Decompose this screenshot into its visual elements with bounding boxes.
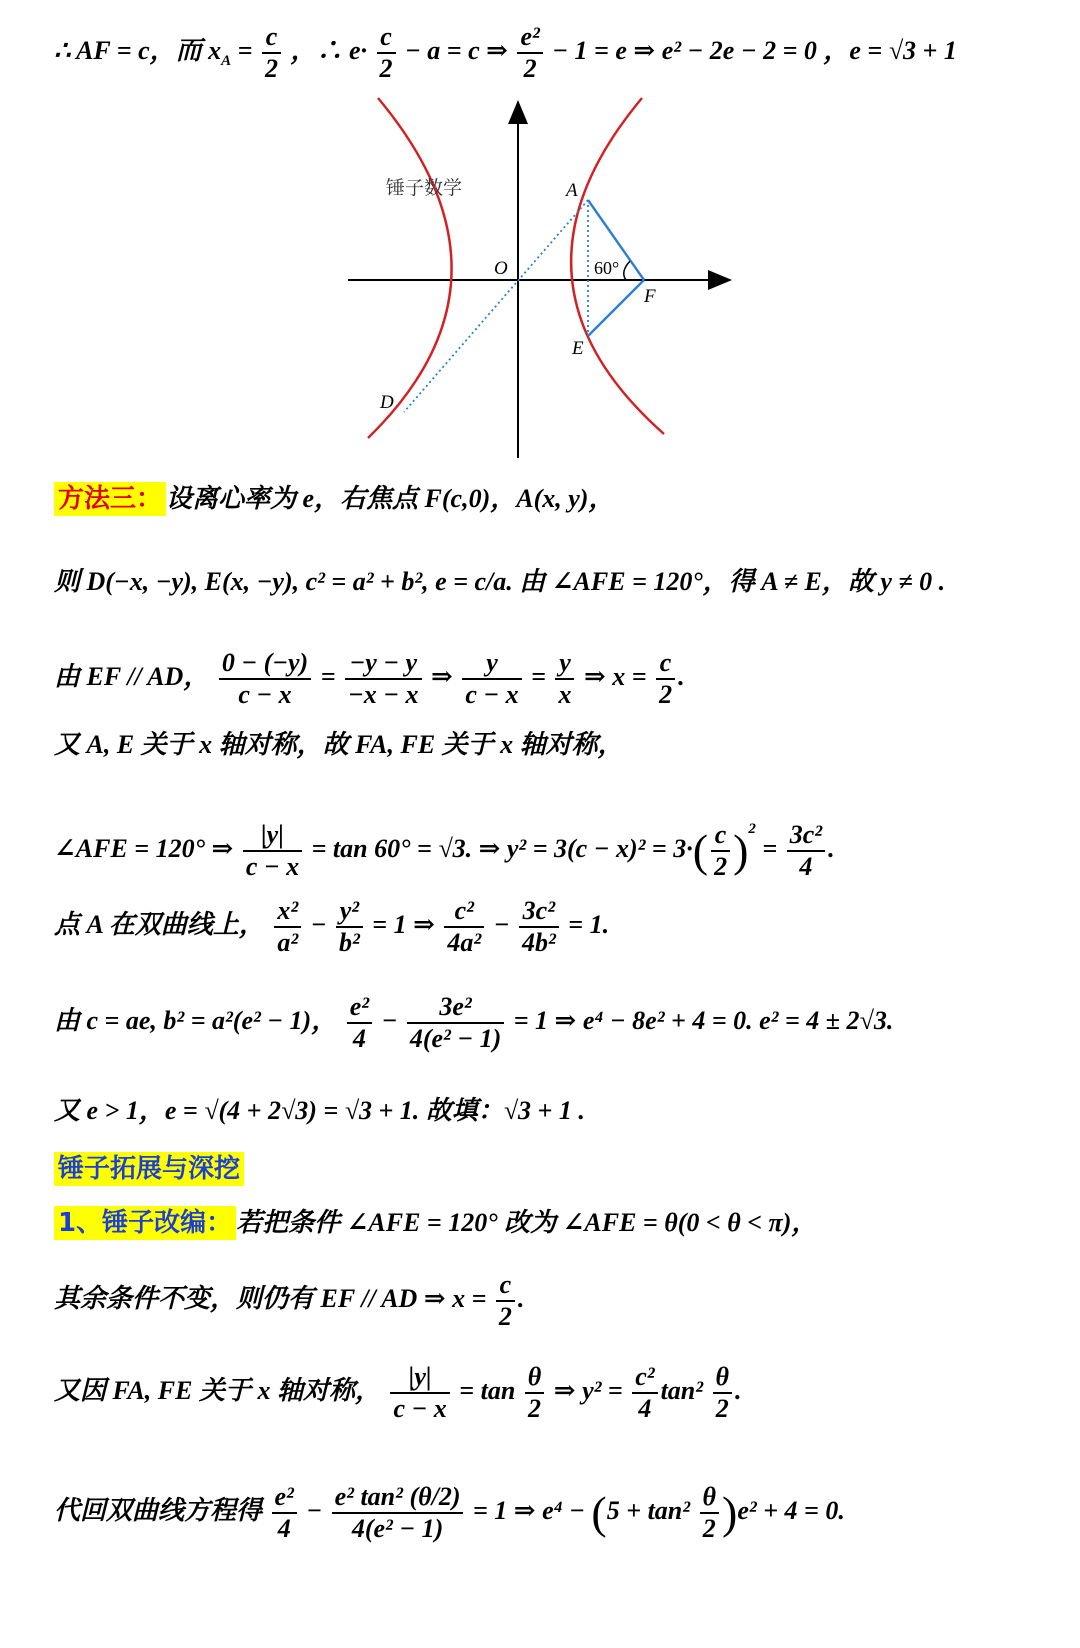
l5-lparen: (: [692, 825, 709, 877]
frac-e2-over-2: $\frac{\text{e²}}{2}$: [517, 22, 542, 84]
l11-frac3: $\frac{\text{c²}}{4}$: [632, 1362, 657, 1424]
l3-end: .: [678, 662, 685, 691]
l11-mid3: tan²: [660, 1376, 710, 1405]
line1-text-a: ∴ AF = c，而 x: [54, 35, 222, 65]
l6-pre: 点 A 在双曲线上，: [54, 910, 265, 939]
l5-rparen: ): [733, 825, 749, 877]
l12-pre: 代回双曲线方程得: [54, 1496, 269, 1525]
l3-eq: =: [314, 662, 343, 691]
line-AD: [404, 200, 588, 412]
l3-imp: ⇒: [424, 662, 460, 691]
l5-eq: =: [755, 834, 784, 863]
l11-frac2: $\frac{\theta}{2}$: [525, 1362, 545, 1424]
l6-minus2: −: [487, 910, 516, 939]
l5-sq: 2: [748, 821, 756, 837]
label-angle: 60°: [594, 258, 620, 278]
l12-frac2: $\frac{\text{e² tan² (θ/2)}}{\text{4(e² − 1)}}$: [332, 1482, 464, 1544]
left-branch: [368, 98, 452, 438]
method3-line: [54, 482, 1060, 516]
line1-sub: A: [221, 53, 232, 70]
l5-frac3: $\frac{\text{3c²}}{4}$: [787, 820, 825, 882]
line-12: [54, 1466, 1060, 1556]
label-A: A: [566, 180, 578, 201]
line-1: [54, 22, 1060, 83]
line-11: [54, 1356, 1060, 1426]
l12-lparen: (: [591, 1487, 607, 1539]
l11-frac1: $\frac{|y|}{c - x}$: [390, 1362, 449, 1424]
frac-c-over-2: $\frac{c}{2}$: [262, 22, 281, 84]
l6-frac1: $\frac{\text{x²}}{\text{a²}}$: [274, 896, 301, 958]
l3-frac3: $\frac{y}{c - x}$: [462, 648, 521, 710]
l5-frac2: $\frac{c}{2}$: [711, 820, 730, 882]
l6-frac4: $\frac{\text{3c²}}{\text{4b²}}$: [519, 896, 559, 958]
watermark-text: 锤子数学: [386, 177, 463, 199]
frac-c-over-2-b: $\frac{c}{2}$: [377, 22, 396, 84]
line-8: 又 e > 1，e = √(4 + 2√3) = √3 + 1. 故填：√3 + 1 .: [54, 1096, 585, 1125]
label-F: F: [644, 286, 656, 307]
line1-text-c: − a = c ⇒: [405, 35, 515, 65]
line-4: 又 A, E 关于 x 轴对称，故 FA, FE 关于 x 轴对称，: [54, 730, 624, 759]
l3-pre: 由 EF // AD，: [54, 662, 210, 691]
l5-pre: ∠AFE = 120° ⇒: [54, 834, 240, 863]
l6-frac2: $\frac{\text{y²}}{\text{b²}}$: [336, 896, 363, 958]
l7-frac1: $\frac{\text{e²}}{4}$: [347, 992, 372, 1054]
expand-line: [54, 1152, 1060, 1186]
l6-frac3: $\frac{\text{c²}}{\text{4a²}}$: [444, 896, 484, 958]
method3-tag: 方法三：: [54, 482, 166, 516]
l11-end: .: [735, 1376, 742, 1405]
label-E: E: [572, 338, 584, 359]
line-5: [54, 794, 1060, 882]
l12-mid: = 1 ⇒ e⁴ −: [466, 1496, 592, 1525]
l5-frac1: $\frac{|y|}{c - x}$: [243, 820, 302, 882]
line1-text-d: − 1 = e ⇒ e² − 2e − 2 = 0 ，e = √3 + 1: [552, 35, 957, 65]
l3-eq2: =: [524, 662, 553, 691]
l3-frac4: $\frac{y}{x}$: [555, 648, 574, 710]
l3-frac1: $\frac{0 - (-y)}{c - x}$: [219, 648, 311, 710]
l11-frac4: $\frac{\theta}{2}$: [713, 1362, 733, 1424]
l3-frac5: $\frac{c}{2}$: [656, 648, 675, 710]
l12-frac3: $\frac{\theta}{2}$: [700, 1482, 720, 1544]
l12-rparen: ): [722, 1487, 738, 1539]
line-6: [54, 890, 1060, 960]
label-D: D: [380, 392, 394, 413]
l3-frac2: $\frac{-y - y}{-x - x}$: [345, 648, 422, 710]
l12-end: e² + 4 = 0.: [737, 1496, 845, 1525]
l5-end: .: [828, 834, 835, 863]
l7-pre: 由 c = ae, b² = a²(e² − 1)，: [54, 1006, 338, 1035]
l7-frac2: $\frac{\text{3e²}}{\text{4(e² − 1)}}$: [407, 992, 504, 1054]
expand-tag: 锤子拓展与深挖: [54, 1152, 244, 1186]
l7-minus: −: [375, 1006, 404, 1035]
l6-mid: = 1 ⇒: [365, 910, 442, 939]
line1-text-b: ，∴ e·: [290, 35, 368, 65]
hyperbola-figure: [340, 96, 740, 466]
l6-minus: −: [304, 910, 333, 939]
angle-arc: [624, 261, 630, 280]
l10-pre: 其余条件不变，则仍有 EF // AD ⇒ x =: [54, 1284, 493, 1313]
line-2: 则 D(−x, −y), E(x, −y), c² = a² + b², e = c/a. 由 ∠AFE = 120°，得 A ≠ E，故 y ≠ 0 .: [54, 567, 946, 596]
line1-eq: =: [231, 35, 259, 65]
line-3: [54, 644, 1060, 710]
l5-mid: = tan 60° = √3. ⇒ y² = 3(c − x)² = 3·: [305, 834, 693, 863]
l10-frac: $\frac{c}{2}$: [496, 1270, 515, 1332]
l11-mid: = tan: [452, 1376, 522, 1405]
line-9: [54, 1206, 1060, 1240]
segment-FE: [588, 280, 644, 336]
line-7: [54, 984, 1060, 1058]
l12-inner: 5 + tan²: [606, 1496, 697, 1525]
l12-frac1: $\frac{\text{e²}}{4}$: [272, 1482, 297, 1544]
l3-imp2: ⇒ x =: [577, 662, 654, 691]
l11-pre: 又因 FA, FE 关于 x 轴对称，: [54, 1376, 381, 1405]
l12-minus: −: [299, 1496, 329, 1525]
line-10: [54, 1266, 1060, 1332]
l7-end: = 1 ⇒ e⁴ − 8e² + 4 = 0. e² = 4 ± 2√3.: [507, 1006, 894, 1035]
l10-end: .: [517, 1284, 525, 1313]
adapt-text: 若把条件 ∠AFE = 120° 改为 ∠AFE = θ(0 < θ < π)，: [236, 1208, 818, 1237]
adapt-tag: 1、锤子改编：: [54, 1206, 236, 1240]
l6-end: = 1.: [561, 910, 610, 939]
method3-text: 设离心率为 e，右焦点 F(c,0)，A(x, y)，: [166, 484, 615, 513]
l11-mid2: ⇒ y² =: [547, 1376, 630, 1405]
label-O: O: [494, 258, 508, 279]
